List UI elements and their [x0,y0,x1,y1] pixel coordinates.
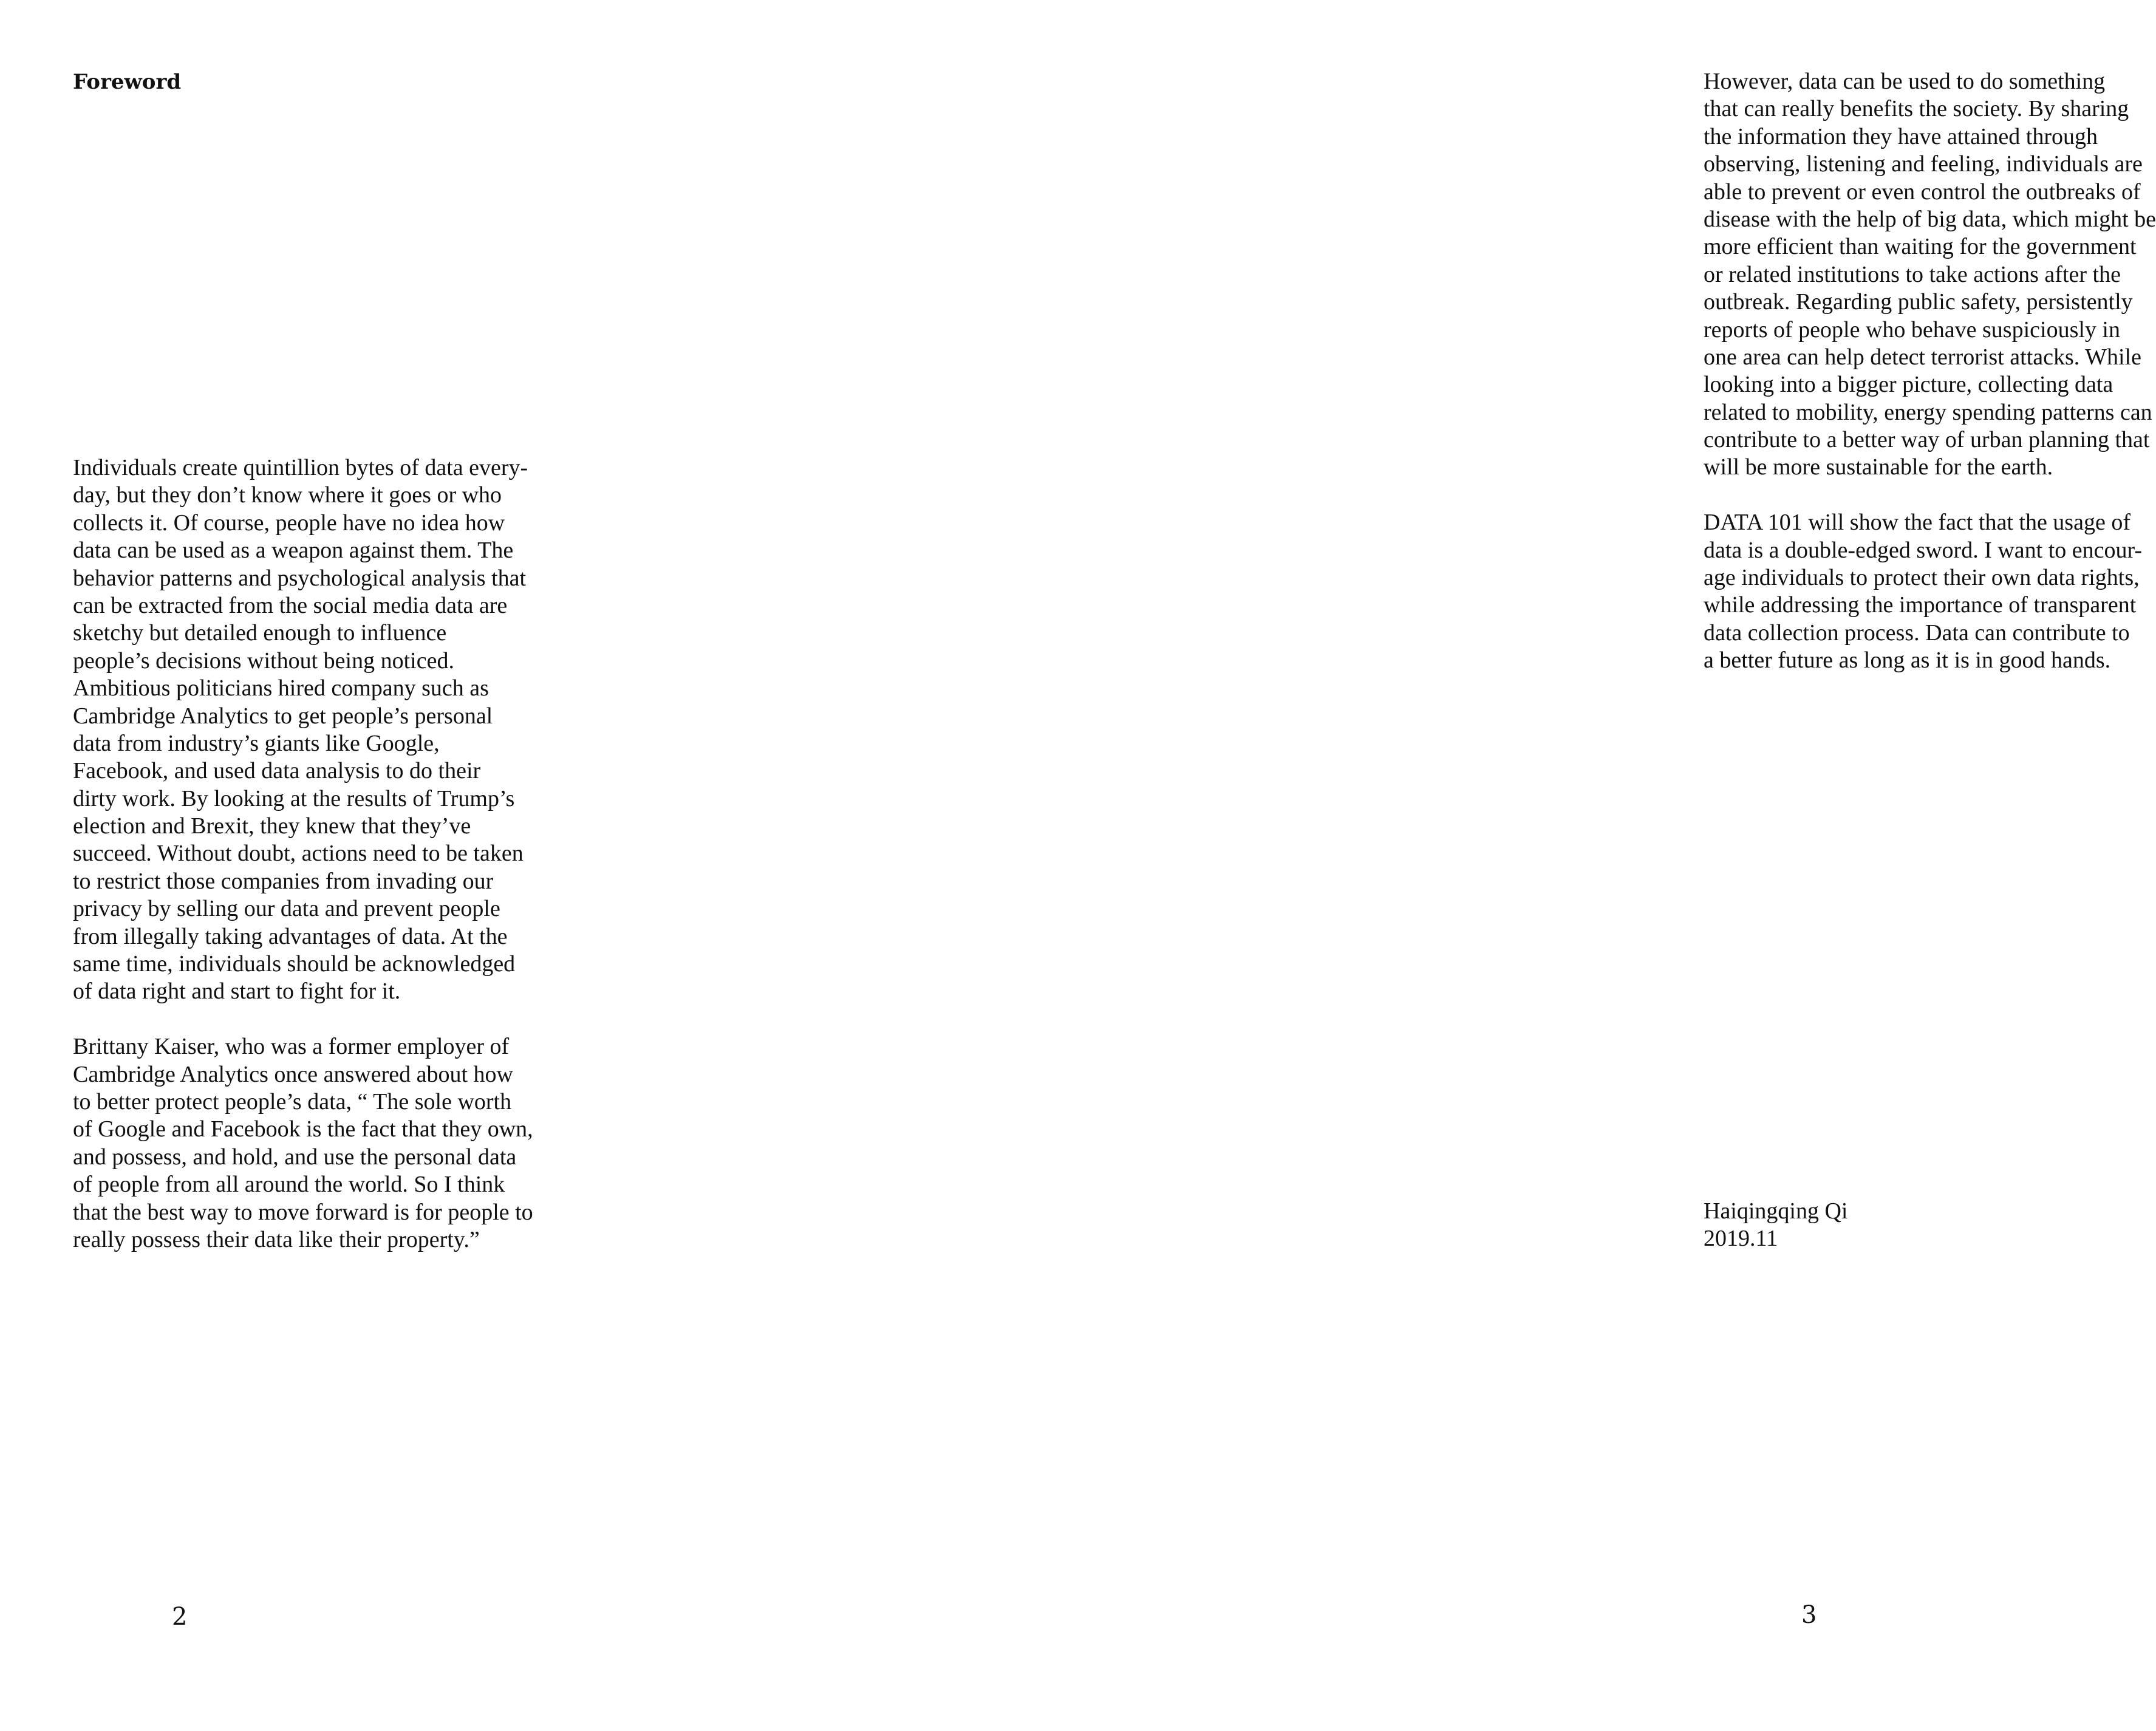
text-line: day, but they don’t know where it goes or who [73,482,502,508]
text-line: disease with the help of big data, which might be [1704,206,2156,232]
text-line: the information they have attained through [1704,123,2098,149]
signature-block [1704,1198,1847,1253]
text-line: of data right and start to fight for it. [73,978,401,1005]
foreword-body-continued [1704,68,2156,675]
text-line: behavior patterns and psychological analysis that [73,565,527,591]
text-line: of Google and Facebook is the fact that they own, [73,1116,533,1142]
text-line: collects it. Of course, people have no idea how [73,510,505,536]
text-line: that can really benefits the society. By sharing [1704,96,2129,122]
text-line: Facebook, and used data analysis to do their [73,758,481,784]
text-line: more efficient than waiting for the government [1704,234,2137,260]
text-line: will be more sustainable for the earth. [1704,454,2053,480]
text-line: Brittany Kaiser, who was a former employer of [73,1034,510,1060]
author-name: Haiqingqing Qi [1704,1198,1848,1224]
text-line: really possess their data like their property.” [73,1226,480,1252]
text-line: contribute to a better way of urban planning that [1704,427,2150,453]
text-line: observing, listening and feeling, individuals are [1704,151,2143,177]
text-line: privacy by selling our data and prevent people [73,896,500,922]
page-number: 2 [172,1603,188,1631]
text-line: Individuals create quintillion bytes of data every- [73,455,528,480]
text-line: and possess, and hold, and use the personal data [73,1144,517,1170]
text-line: can be extracted from the social media data are [73,592,508,618]
text-line: to better protect people’s data, “ The sole worth [73,1088,512,1115]
text-line: from illegally taking advantages of data. At the [73,923,508,949]
text-line: to restrict those companies from invading our [73,868,494,894]
text-line: while addressing the importance of transparent [1704,592,2137,618]
text-line: Ambitious politicians hired company such as [73,675,489,702]
paragraph-spacer [73,1006,533,1033]
paragraph-data-awareness [73,454,533,1006]
paragraph-data-101 [1704,509,2156,674]
text-line: data can be used as a weapon against them. The [73,538,514,564]
text-line: related to mobility, energy spending patterns can [1704,399,2152,425]
text-line: However, data can be used to do something [1704,69,2106,94]
text-line: Cambridge Analytics to get people’s personal [73,703,493,729]
text-line: of people from all around the world. So I think [73,1172,505,1198]
text-line: data is a double-edged sword. I want to encour- [1704,537,2143,563]
text-line: data from industry’s giants like Google, [73,730,440,756]
right-page [820,0,2156,1731]
text-line: same time, individuals should be acknowledged [73,951,516,977]
text-line: able to prevent or even control the outbreaks of [1704,179,2141,205]
paragraph-spacer [1704,482,2156,509]
text-line: that the best way to move forward is for people to [73,1199,533,1225]
text-line: looking into a bigger picture, collecting data [1704,372,2113,398]
text-line: age individuals to protect their own data rights, [1704,565,2140,591]
text-line: DATA 101 will show the fact that the usage of [1704,510,2130,536]
text-line: one area can help detect terrorist attacks. While [1704,344,2141,370]
signature-date: 2019.11 [1704,1226,1778,1252]
left-page [0,0,820,1731]
foreword-body [73,454,533,1254]
text-line: succeed. Without doubt, actions need to be taken [73,841,524,867]
text-line: election and Brexit, they knew that they’ve [73,813,471,839]
text-line: sketchy but detailed enough to influence [73,620,447,646]
text-line: a better future as long as it is in good hands. [1704,647,2111,674]
text-line: dirty work. By looking at the results of Trump’s [73,785,515,811]
text-line: outbreak. Regarding public safety, persistently [1704,289,2133,315]
text-line: data collection process. Data can contribute to [1704,620,2130,646]
text-line: reports of people who behave suspiciously in [1704,316,2120,343]
page-heading: Foreword [73,70,182,94]
paragraph-kaiser-quote [73,1033,533,1254]
paragraph-data-benefits [1704,68,2156,482]
text-line: people’s decisions without being noticed. [73,647,454,674]
page-number: 3 [1801,1601,1817,1629]
text-line: or related institutions to take actions after the [1704,261,2121,287]
text-line: Cambridge Analytics once answered about how [73,1061,513,1087]
